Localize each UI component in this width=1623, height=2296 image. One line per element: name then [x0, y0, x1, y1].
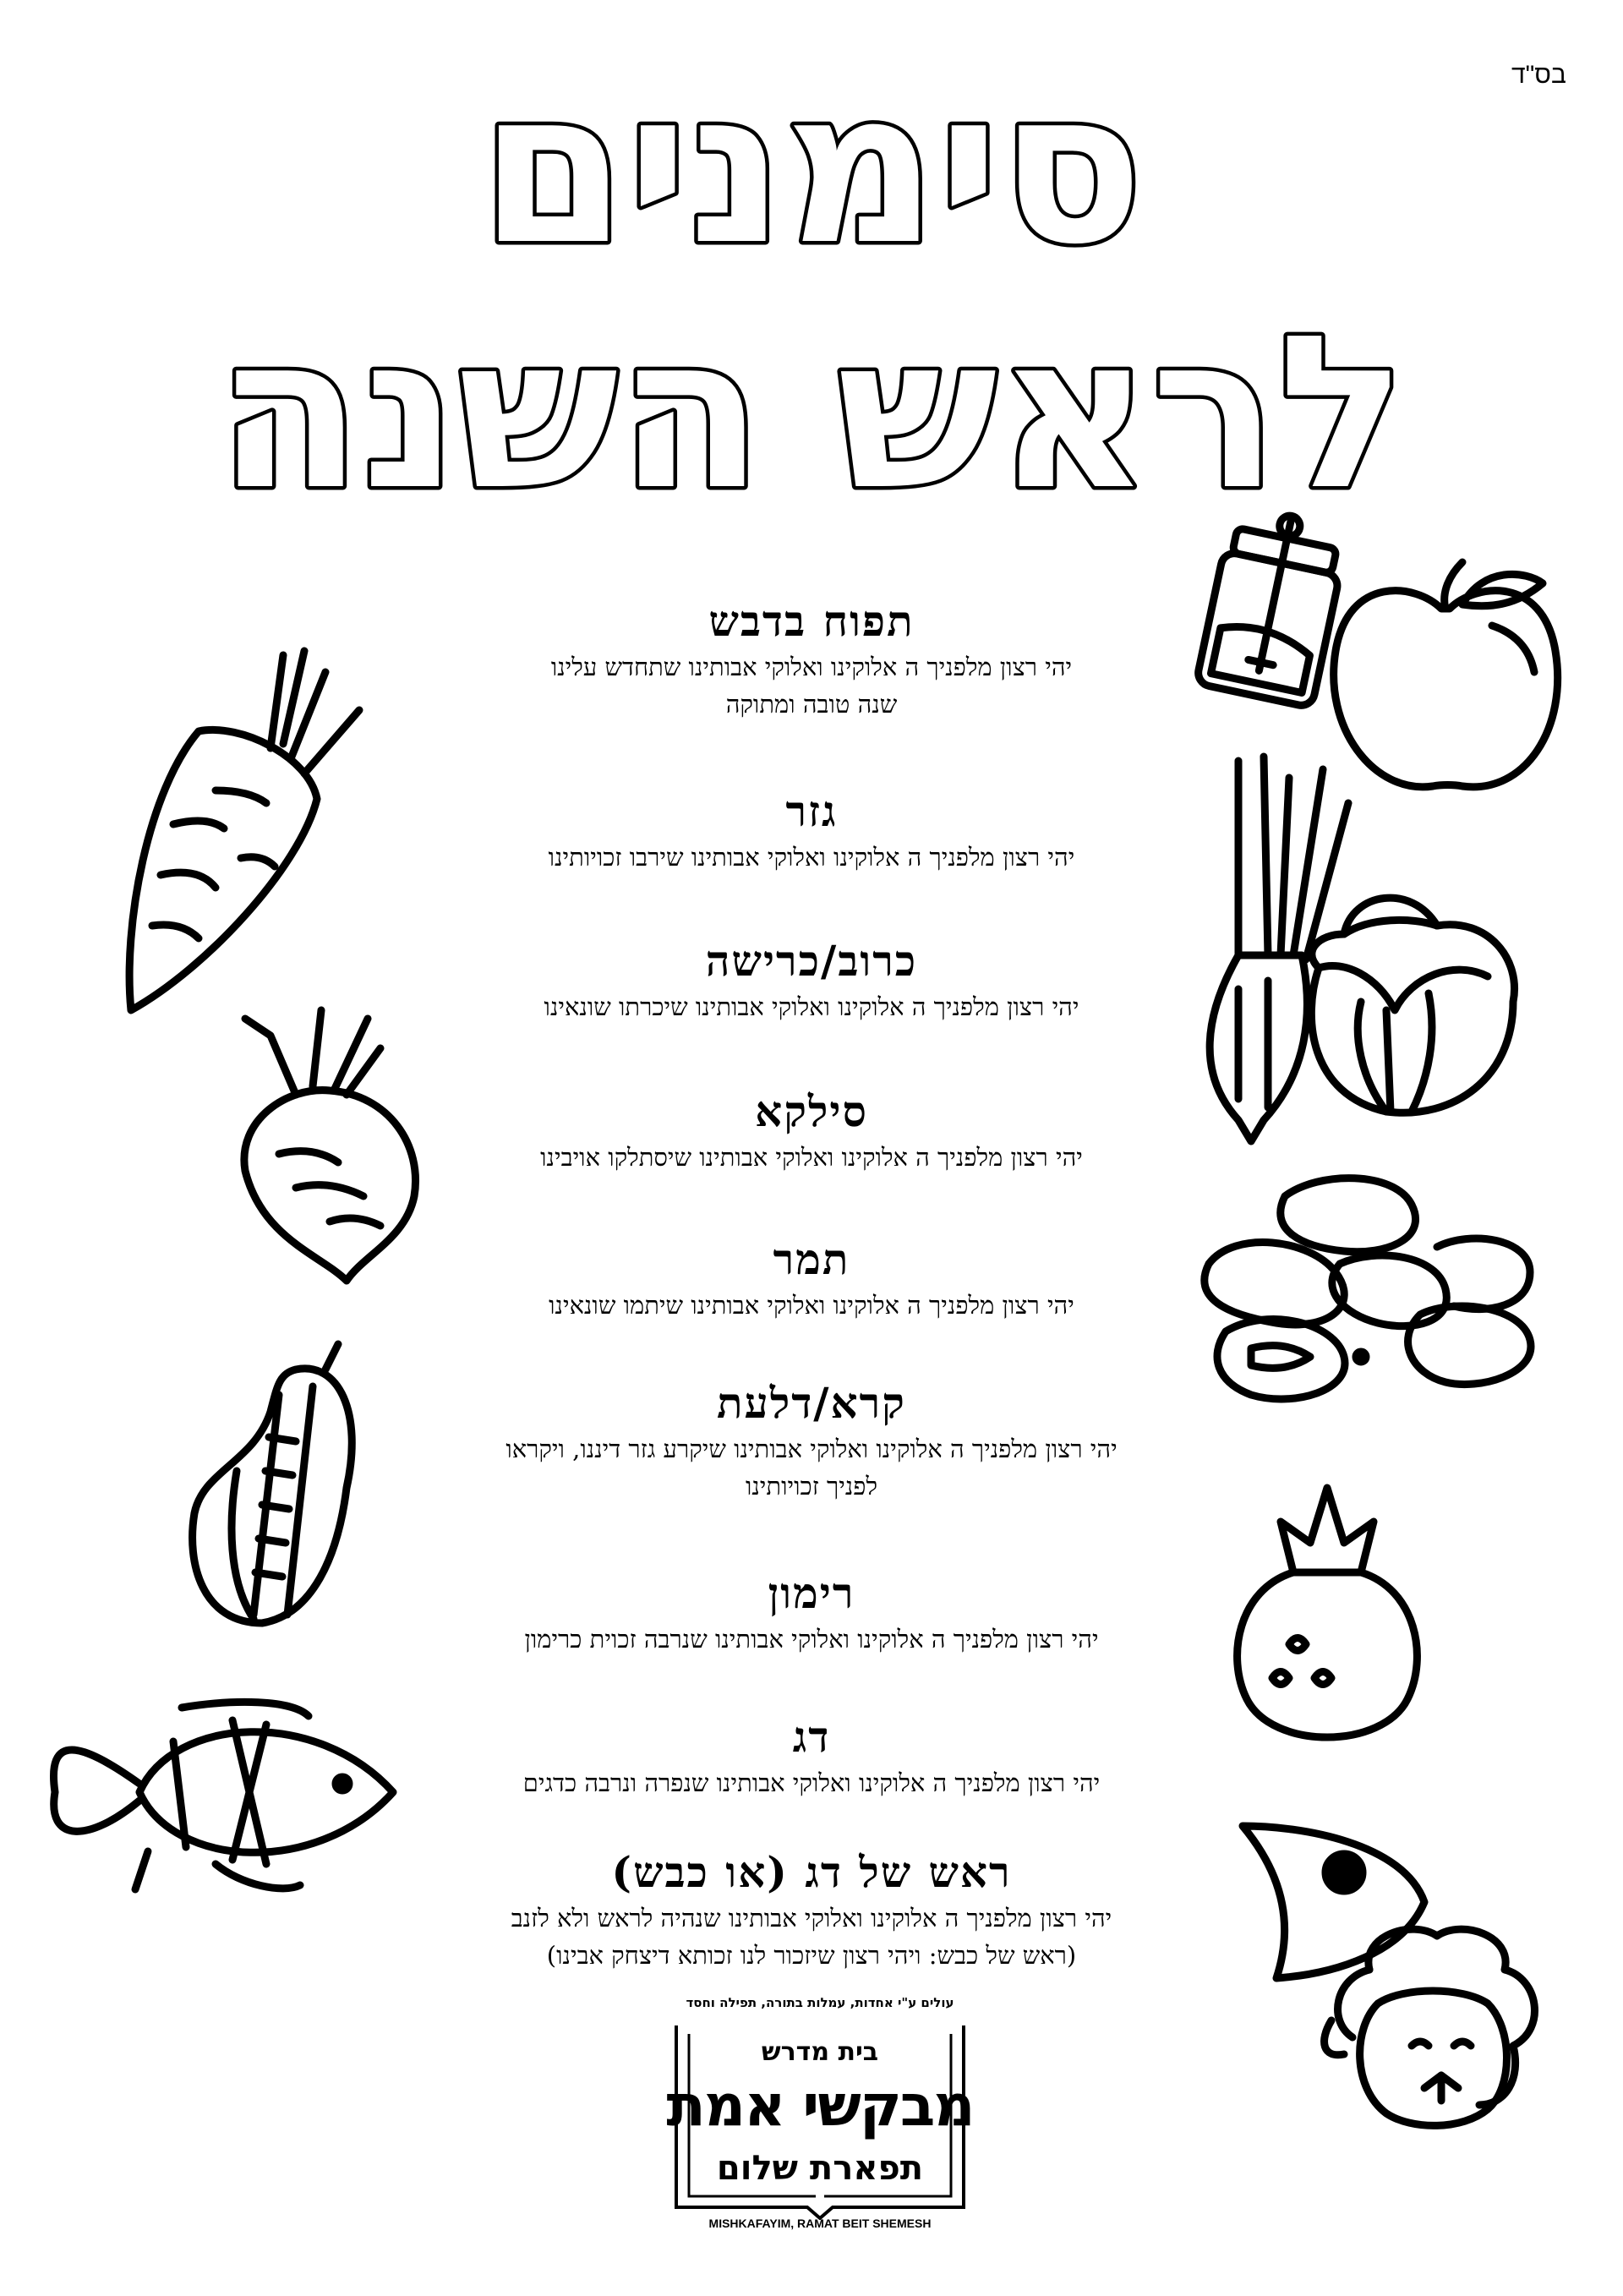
siman-prayer: יהי רצון מלפניך ה אלוקינו ואלוקי אבותינו שנהיה לראש ולא לזנב (ראש של כבש: ויהי רצון שיזכור לנו זכותא דיצחק אבינו) [511, 1904, 1112, 1970]
siman-name: כרוב/כרישה [705, 936, 918, 986]
siman-name: גזר [785, 786, 838, 836]
siman-prayer: יהי רצון מלפניך ה אלוקינו ואלוקי אבותינו שיקרע גזר דיננו, ויקראו לפניך זכויותינו [505, 1435, 1118, 1501]
siman-name: תפוח בדבש [708, 596, 915, 646]
siman-name: רימון [768, 1568, 855, 1618]
siman-name: ראש של דג (או כבש) [611, 1847, 1012, 1897]
siman-name: קרא/דלעת [717, 1378, 906, 1428]
siman-prayer: יהי רצון מלפניך ה אלוקינו ואלוקי אבותינו שיסתלקו אויבינו [540, 1143, 1083, 1172]
siman-item [372, 1234, 1251, 1324]
gourd-icon [178, 1336, 368, 1627]
bsd-header: בס"ד [1511, 61, 1566, 89]
siman-item [372, 786, 1251, 876]
siman-name: דג [792, 1712, 831, 1762]
page-title [0, 0, 1623, 541]
siman-item [372, 1568, 1251, 1658]
siman-prayer: יהי רצון מלפניך ה אלוקינו ואלוקי אבותינו שיתמו שונאינו [549, 1291, 1074, 1320]
logo-tagline: עולים ע"י אחדות, עמלות בתורה, תפילה וחסד [686, 1995, 954, 2010]
sheep-head-icon [1319, 1919, 1551, 2130]
cabbage-icon [1285, 866, 1538, 1120]
logo-name: מבקשי אמת [666, 2073, 974, 2140]
siman-item [372, 1378, 1251, 1505]
siman-prayer: יהי רצון מלפניך ה אלוקינו ואלוקי אבותינו שתחדש עלינו שנה טובה ומתוקה [550, 653, 1073, 719]
siman-prayer: יהי רצון מלפניך ה אלוקינו ואלוקי אבותינו שנרבה זכוית כרימון [524, 1625, 1099, 1654]
siman-item [372, 596, 1251, 723]
logo-location: MISHKAFAYIM, RAMAT BEIT SHEMESH [708, 2217, 932, 2230]
siman-item [372, 1086, 1251, 1176]
siman-prayer: יהי רצון מלפניך ה אלוקינו ואלוקי אבותינו שנפרה ונרבה כדגים [522, 1768, 1101, 1797]
siman-name: סילקא [755, 1086, 868, 1136]
fish-icon [38, 1691, 410, 1902]
pomegranate-icon [1221, 1479, 1433, 1758]
logo-subtitle: תפארת שלום [716, 2149, 924, 2188]
siman-item [372, 1847, 1251, 1974]
siman-item [372, 936, 1251, 1025]
siman-prayer: יהי רצון מלפניך ה אלוקינו ואלוקי אבותינו שירבו זכויותינו [548, 843, 1075, 872]
title-line-1: סימנים [479, 45, 1144, 291]
beit-midrash-logo [626, 1995, 1014, 2240]
siman-item [372, 1712, 1251, 1801]
carrot-icon [114, 647, 368, 1023]
logo-beit-midrash: בית מדרש [761, 2037, 879, 2067]
siman-name: תמר [773, 1234, 850, 1284]
siman-prayer: יהי רצון מלפניך ה אלוקינו ואלוקי אבותינו שיכרתו שונאינו [544, 992, 1079, 1021]
title-line-2: לראש השנה [216, 290, 1407, 536]
